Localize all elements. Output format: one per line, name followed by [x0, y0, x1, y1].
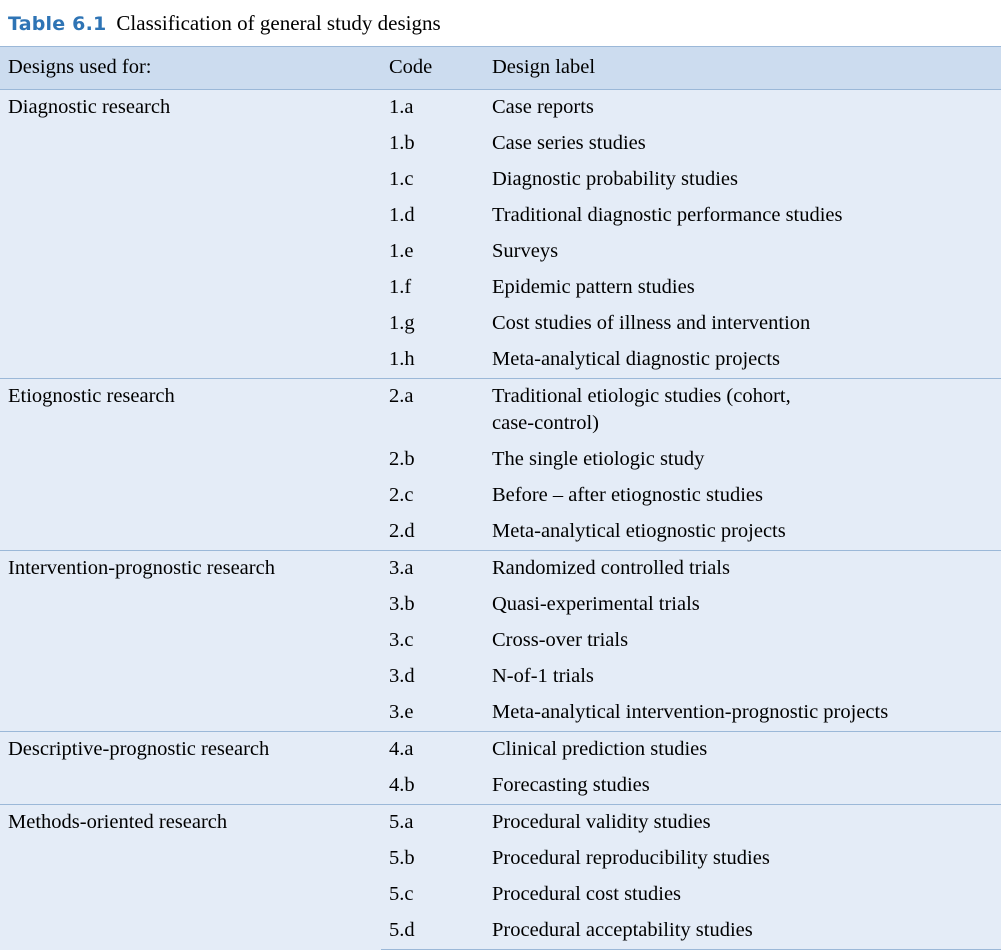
design-label: Procedural reproducibility studies — [484, 841, 1001, 877]
design-code: 3.d — [381, 659, 484, 695]
table-row — [0, 732, 1001, 769]
design-code: 3.e — [381, 695, 484, 732]
design-label: Procedural cost studies — [484, 877, 1001, 913]
design-code: 1.f — [381, 270, 484, 306]
design-group-name: Methods-oriented research — [0, 805, 381, 950]
study-designs-table — [0, 46, 1001, 950]
design-label: Before – after etiognostic studies — [484, 478, 1001, 514]
design-label: Epidemic pattern studies — [484, 270, 1001, 306]
design-code: 3.b — [381, 587, 484, 623]
design-code: 5.d — [381, 913, 484, 950]
design-label: Procedural acceptability studies — [484, 913, 1001, 950]
design-code: 1.g — [381, 306, 484, 342]
design-code: 2.d — [381, 514, 484, 551]
design-code: 2.b — [381, 442, 484, 478]
design-label: Quasi-experimental trials — [484, 587, 1001, 623]
column-header-designs-used-for: Designs used for: — [0, 47, 381, 90]
design-code: 1.d — [381, 198, 484, 234]
table-row — [0, 379, 1001, 443]
table-row — [0, 90, 1001, 127]
design-code: 1.b — [381, 126, 484, 162]
design-code: 1.h — [381, 342, 484, 379]
column-header-code: Code — [381, 47, 484, 90]
design-label: Case reports — [484, 90, 1001, 127]
design-label-line1: Traditional etiologic studies (cohort, — [492, 385, 791, 407]
design-group-name: Descriptive-prognostic research — [0, 732, 381, 805]
design-label: Cost studies of illness and intervention — [484, 306, 1001, 342]
table-body — [0, 90, 1001, 950]
design-code: 1.c — [381, 162, 484, 198]
design-label: N-of-1 trials — [484, 659, 1001, 695]
design-label: Randomized controlled trials — [484, 551, 1001, 588]
design-label: Procedural validity studies — [484, 805, 1001, 842]
design-code: 4.b — [381, 768, 484, 805]
design-group-name: Etiognostic research — [0, 379, 381, 551]
table-row — [0, 551, 1001, 588]
design-code: 5.a — [381, 805, 484, 842]
design-label: Meta-analytical intervention-prognostic projects — [484, 695, 1001, 732]
design-label: Case series studies — [484, 126, 1001, 162]
table-caption — [0, 0, 1001, 46]
design-label-line2: case-control) — [492, 412, 599, 434]
table-caption-title: Classification of general study designs — [116, 11, 441, 35]
design-code: 2.a — [381, 379, 484, 443]
design-label: Surveys — [484, 234, 1001, 270]
design-label: Cross-over trials — [484, 623, 1001, 659]
column-header-design-label: Design label — [484, 47, 1001, 90]
design-code: 5.b — [381, 841, 484, 877]
design-label: Clinical prediction studies — [484, 732, 1001, 769]
design-label: Diagnostic probability studies — [484, 162, 1001, 198]
design-label: Meta-analytical etiognostic projects — [484, 514, 1001, 551]
table-header-row — [0, 47, 1001, 90]
design-code: 5.c — [381, 877, 484, 913]
table-row — [0, 805, 1001, 842]
design-label: Forecasting studies — [484, 768, 1001, 805]
table-caption-number: Table 6.1 — [8, 13, 107, 35]
table-header — [0, 47, 1001, 90]
design-code: 4.a — [381, 732, 484, 769]
design-code: 3.c — [381, 623, 484, 659]
design-code: 3.a — [381, 551, 484, 588]
design-label: Traditional diagnostic performance studies — [484, 198, 1001, 234]
design-code: 2.c — [381, 478, 484, 514]
design-group-name: Diagnostic research — [0, 90, 381, 379]
design-label: The single etiologic study — [484, 442, 1001, 478]
design-group-name: Intervention-prognostic research — [0, 551, 381, 732]
design-label — [484, 379, 1001, 443]
design-code: 1.e — [381, 234, 484, 270]
design-code: 1.a — [381, 90, 484, 127]
design-label: Meta-analytical diagnostic projects — [484, 342, 1001, 379]
